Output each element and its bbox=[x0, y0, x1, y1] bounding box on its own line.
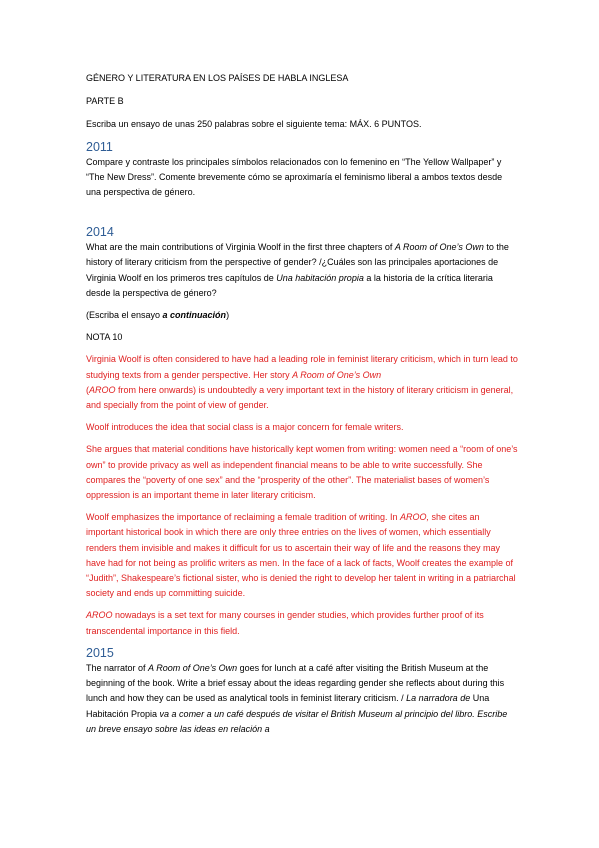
document-title: GÉNERO Y LITERATURA EN LOS PAÍSES DE HABLA INGLESA bbox=[86, 73, 349, 83]
part-label: PARTE B bbox=[86, 96, 124, 107]
year-heading-2011: 2011 bbox=[86, 139, 113, 154]
grade-label: NOTA 10 bbox=[86, 332, 123, 343]
answer-paragraph-1: Virginia Woolf is often considered to have had a leading role in feminist literary criticism, which in turn lead to studying texts from a gender perspective. Her story A Room of One’s Own (AROO from here onwards) is undoubtedly a very important text in the history of literary criticism in general, and specially from the point of view of gender. bbox=[86, 354, 518, 411]
essay-note: (Escriba el ensayo a continuación) bbox=[86, 310, 230, 321]
answer-paragraph-2: Woolf introduces the idea that social class is a major concern for female writers. bbox=[86, 422, 404, 433]
document-content bbox=[86, 71, 518, 737]
instructions: Escriba un ensayo de unas 250 palabras sobre el siguiente tema: MÁX. 6 PUNTOS. bbox=[86, 119, 422, 130]
answer-paragraph-4: Woolf emphasizes the importance of reclaiming a female tradition of writing. In AROO, she cites an important historical book in which there are only three entries on the lives of women, which essentially renders them invisible and makes it difficult for us to ascertain their way of life and the reasons they may have had for not being as prolific writers as men. In the face of a lack of facts, Woolf creates the example of “Judith”, Shakespeare’s fictional sister, who is denied the right to develop her talent in writing in a patriarchal society and ends up committing suicide. bbox=[86, 512, 516, 599]
year-heading-2015: 2015 bbox=[86, 645, 114, 660]
question-2015: The narrator of A Room of One’s Own goes for lunch at a café after visiting the British Museum at the beginning of the book. Write a brief essay about the ideas regarding gender she reflects about during this lunch and how they can be used as analytical tools in feminist literary criticism. / La narradora de Una Habitación Propia va a comer a un café después de visitar el British Museum al principio del libro. Escribe un breve ensayo sobre las ideas en relación a bbox=[86, 662, 508, 734]
answer-paragraph-5: AROO nowadays is a set text for many courses in gender studies, which provides further proof of its transcendental importance in this field. bbox=[86, 610, 484, 636]
year-heading-2014: 2014 bbox=[86, 225, 114, 240]
question-2014: What are the main contributions of Virginia Woolf in the first three chapters of A Room of One’s Own to the history of literary criticism from the perspective of gender? /¿Cuáles son las principales aportaciones de Virginia Woolf en los primeros tres capítulos de Una habitación propia a la historia de la crítica literaria desde la perspectiva de género? bbox=[86, 242, 509, 298]
answer-paragraph-3: She argues that material conditions have historically kept women from writing: women need a “room of one’s own” to provide privacy as well as independent financial means to be able to write successfully. She compares the “poverty of one sex” and the “prosperity of the other”. The materialist bases of women’s oppression is an important theme in later literary criticism. bbox=[86, 444, 518, 501]
question-2011: Compare y contraste los principales símbolos relacionados con lo femenino en “The Yellow Wallpaper” y “The New Dress”. Comente brevemente cómo se aproximaría el feminismo liberal a ambos textos desde una perspectiva de género. bbox=[86, 156, 503, 198]
